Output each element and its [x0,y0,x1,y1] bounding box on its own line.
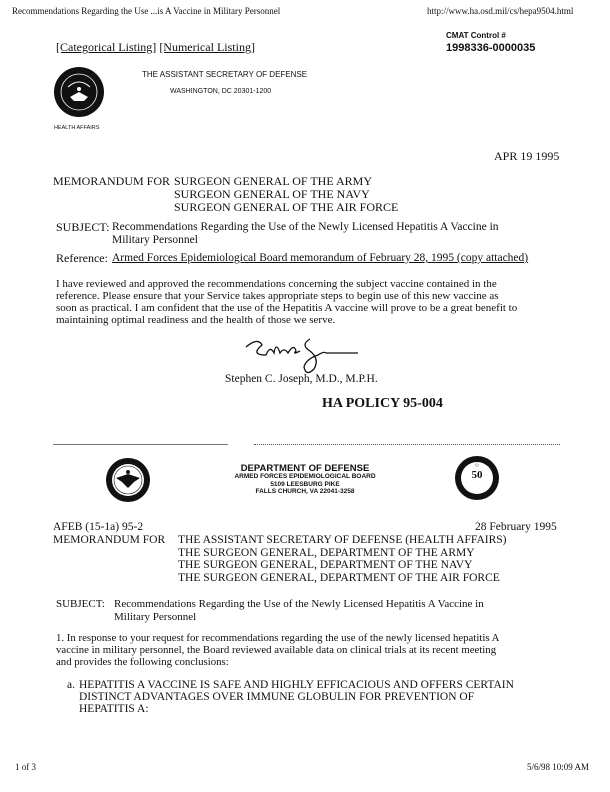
memo1-for-label: MEMORANDUM FOR [53,174,171,188]
dod-seal-graphic [54,67,104,117]
eagle-seal-graphic [106,458,150,502]
categorical-listing-link[interactable]: [Categorical Listing] [56,40,157,54]
recipient: THE SURGEON GENERAL, DEPARTMENT OF THE ARMY [178,546,475,559]
memo1-reference: Armed Forces Epidemiological Board memorandum of February 28, 1995 (copy attached) [112,252,529,264]
item-a-marker: a. [67,679,75,691]
item-line: HEPATITIS A VACCINE IS SAFE AND HIGHLY EFFICACIOUS AND OFFERS CERTAIN [79,679,514,691]
recipient: SURGEON GENERAL OF THE AIR FORCE [174,200,399,214]
memo2-for-label: MEMORANDUM FOR [53,534,166,546]
subject-line: Military Personnel [112,234,198,246]
memo2-recipients [178,534,507,584]
signature-graphic [240,333,360,378]
item-line: HEPATITIS A: [79,703,149,715]
nav-links [56,40,255,55]
memo1-reference-label: Reference: [56,251,108,265]
divider-left [53,444,228,445]
anniversary-number: 50 [471,469,483,481]
afeb-line: DEPARTMENT OF DEFENSE [240,463,370,474]
recipient: SURGEON GENERAL OF THE ARMY [174,174,373,188]
afeb-line: FALLS CHURCH, VA 22041-3258 [255,488,355,495]
subject-line: Recommendations Regarding the Use of the Newly Licensed Hepatitis A Vaccine in [112,221,499,233]
memo2-paragraph-1 [56,632,499,668]
print-header-url: http://www.ha.osd.mil/cs/hepa9504.html [427,6,574,16]
dod-seal [54,67,104,117]
letterhead-address: WASHINGTON, DC 20301-1200 [170,88,272,95]
item-line: DISTINCT ADVANTAGES OVER IMMUNE GLOBULIN FOR PREVENTION OF [79,691,475,703]
anniversary-seal [455,456,499,500]
recipient: THE SURGEON GENERAL, DEPARTMENT OF THE AIR FORCE [178,571,500,584]
paragraph-line: 1. In response to your request for recommendations regarding the use of the newly licensed hepatitis A [56,632,500,644]
item-a [79,679,514,715]
memo1-body [56,278,517,326]
dod-seal-afeb [106,458,150,502]
cmat-label: CMAT Control # [446,31,506,40]
memo2-ref: AFEB (15-1a) 95-2 [53,521,144,533]
memo2-date: 28 February 1995 [475,521,557,533]
numerical-listing-link[interactable]: [Numerical Listing] [159,40,255,54]
cmat-value: 1998336-0000035 [446,42,536,54]
letterhead-office: THE ASSISTANT SECRETARY OF DEFENSE [142,70,308,79]
body-line: I have reviewed and approved the recommendations concerning the subject vaccine contained in the [56,278,497,290]
memo1-recipients [174,175,398,214]
memo1-subject-label: SUBJECT: [56,220,110,234]
memo1-subject [112,221,499,247]
paragraph-line: vaccine in military personnel, the Board reviewed available data on clinical trials at its recent meeting [56,644,497,656]
memo2-subject [114,598,484,623]
body-line: reference. Please ensure that your Service takes appropriate steps to begin use of this new vaccine as [56,290,499,302]
body-line: soon as practical. I am confident that the use of the Hepatitis A vaccine will prove to be a great benefit to [56,302,518,314]
star-icon: ☆ [474,463,480,469]
afeb-line: 5109 LEESBURG PIKE [270,480,340,488]
paragraph-line: and provides the following conclusions: [56,656,229,668]
print-timestamp: 5/6/98 10:09 AM [527,762,590,772]
subject-line: Military Personnel [114,610,197,623]
afeb-letterhead [180,464,430,496]
recipient: SURGEON GENERAL OF THE NAVY [174,187,370,201]
print-header-title: Recommendations Regarding the Use ...is A Vaccine in Military Personnel [12,6,281,16]
memo2-subject-label: SUBJECT: [56,598,105,610]
subject-line: Recommendations Regarding the Use of the Newly Licensed Hepatitis A Vaccine in [114,598,484,610]
page-number: 1 of 3 [15,762,36,772]
body-line: maintaining optimal readiness and the health of those we serve. [56,314,336,326]
seal-caption: HEALTH AFFAIRS [54,125,100,131]
divider-right [254,444,560,445]
afeb-line: ARMED FORCES EPIDEMIOLOGICAL BOARD [234,473,376,480]
memo1-date: APR 19 1995 [494,149,560,163]
policy-number: HA POLICY 95-004 [322,396,443,411]
signer-name: Stephen C. Joseph, M.D., M.P.H. [225,373,378,385]
recipient: THE SURGEON GENERAL, DEPARTMENT OF THE NAVY [178,559,473,571]
recipient: THE ASSISTANT SECRETARY OF DEFENSE (HEALTH AFFAIRS) [178,534,507,546]
